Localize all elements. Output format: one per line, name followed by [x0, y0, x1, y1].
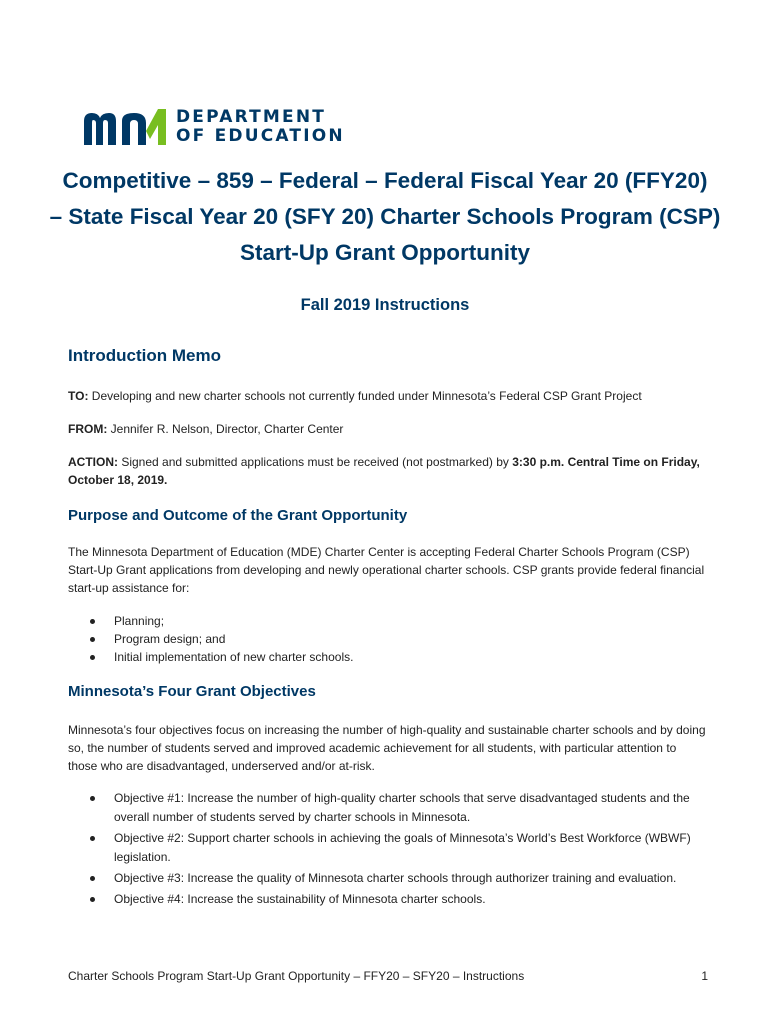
- purpose-heading: Purpose and Outcome of the Grant Opportunity: [68, 507, 408, 524]
- memo-action-deadline: 3:30 p.m. Central Time on Friday, October 18, 2019.: [68, 455, 700, 487]
- logo-wordmark: [176, 108, 345, 146]
- list-item: Program design; and: [90, 630, 710, 648]
- purpose-bullet-list: [90, 612, 710, 666]
- document-title: [40, 163, 730, 271]
- purpose-paragraph: The Minnesota Department of Education (MDE) Charter Center is accepting Federal Charter Schools Program (CSP) Start-Up Grant applications from developing and newly operational charter schools. CSP grants provide federal financial start-up assistance for:: [68, 545, 705, 595]
- memo-action-label: ACTION:: [68, 455, 118, 469]
- memo-action-text: Signed and submitted applications must be received (not postmarked) by: [118, 455, 513, 469]
- objectives-paragraph: Minnesota’s four objectives focus on increasing the number of high-quality and sustainable charter schools and by doing so, the number of students served and improved academic achievement for all students, with particular attention to those who are disadvantaged, underserved and/or at-risk.: [68, 723, 706, 773]
- memo-to-text: Developing and new charter schools not currently funded under Minnesota’s Federal CSP Grant Project: [88, 389, 642, 403]
- memo-action: [68, 453, 708, 489]
- objectives-heading: Minnesota’s Four Grant Objectives: [68, 683, 316, 700]
- logo-line-1: DEPARTMENT: [176, 107, 327, 127]
- objectives-bullet-list: [90, 789, 710, 911]
- list-item: Initial implementation of new charter schools.: [90, 648, 710, 666]
- logo-line-2: OF EDUCATION: [176, 126, 345, 146]
- list-item: Objective #1: Increase the number of high-quality charter schools that serve disadvantaged students and the overall number of students served by charter schools in Minnesota.: [90, 789, 710, 827]
- memo-from-label: FROM:: [68, 422, 108, 436]
- page-number: 1: [701, 969, 708, 983]
- title-line-2: – State Fiscal Year 20 (SFY 20) Charter Schools Program (CSP): [49, 204, 721, 229]
- page-footer: [68, 968, 708, 984]
- memo-to: [68, 387, 708, 405]
- footer-text: Charter Schools Program Start-Up Grant Opportunity – FFY20 – SFY20 – Instructions: [68, 969, 525, 983]
- intro-heading: Introduction Memo: [68, 346, 221, 365]
- list-item: Objective #2: Support charter schools in achieving the goals of Minnesota’s World’s Best Workforce (WBWF) legislation.: [90, 829, 710, 867]
- memo-from: [68, 420, 708, 438]
- mn-logo-icon: [82, 107, 168, 147]
- mde-logo: [82, 107, 345, 147]
- list-item: Objective #3: Increase the quality of Minnesota charter schools through authorizer training and evaluation.: [90, 869, 710, 888]
- title-line-3: Start-Up Grant Opportunity: [240, 240, 530, 265]
- memo-from-text: Jennifer R. Nelson, Director, Charter Center: [107, 422, 344, 436]
- list-item: Objective #4: Increase the sustainability of Minnesota charter schools.: [90, 890, 710, 909]
- memo-to-label: TO:: [68, 389, 89, 403]
- list-item: Planning;: [90, 612, 710, 630]
- title-line-1: Competitive – 859 – Federal – Federal Fiscal Year 20 (FFY20): [62, 168, 708, 193]
- document-subtitle: Fall 2019 Instructions: [300, 296, 470, 314]
